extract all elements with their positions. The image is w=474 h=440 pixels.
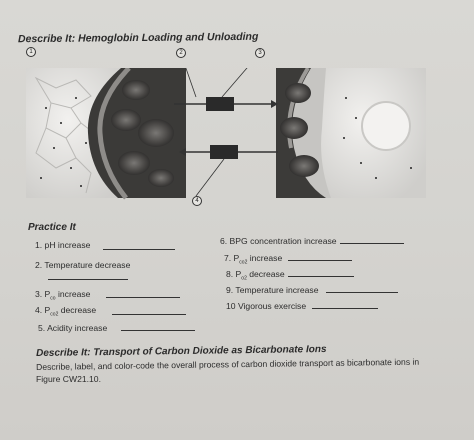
question-7: 7. $P_{co2}$ increase <box>224 253 283 266</box>
answer-line-10[interactable] <box>312 308 378 309</box>
section2-text-line2: Figure CW21.10. <box>36 374 101 384</box>
question-3: 3. $P_{co}$ increase <box>35 289 91 302</box>
marker-4: 4 <box>192 196 202 206</box>
marker-2: 2 <box>176 48 186 58</box>
marker-3: 3 <box>255 48 265 58</box>
question-6: 6. BPG concentration increase <box>220 236 337 246</box>
hemoglobin-figure <box>26 68 426 213</box>
practice-heading: Practice It <box>28 222 76 233</box>
section2-heading: Describe It: Transport of Carbon Dioxide as Bicarbonate Ions <box>36 343 327 359</box>
question-10: 10 Vigorous exercise <box>226 301 307 311</box>
question-5: 5. Acidity increase <box>38 323 108 333</box>
answer-line-2[interactable] <box>48 279 128 280</box>
answer-line-7[interactable] <box>288 260 352 261</box>
answer-line-3[interactable] <box>106 297 180 298</box>
section2-text-line1: Describe, label, and color-code the overall process of carbon dioxide transport as bicarbonate ions in <box>36 356 420 372</box>
arrows <box>174 68 278 196</box>
question-9: 9. Temperature increase <box>226 285 319 295</box>
marker-1: 1 <box>26 47 36 57</box>
page-title: Describe It: Hemoglobin Loading and Unloading <box>17 30 259 46</box>
question-1: 1. pH increase <box>35 240 91 250</box>
answer-line-6[interactable] <box>340 243 404 244</box>
question-8: 8. $P_{o2}$ decrease <box>226 269 285 282</box>
lung-panel <box>26 68 186 198</box>
answer-line-4[interactable] <box>112 314 186 315</box>
question-2: 2. Temperature decrease <box>35 260 131 270</box>
answer-line-9[interactable] <box>326 292 398 293</box>
answer-line-8[interactable] <box>288 276 354 277</box>
tissue-panel <box>276 68 426 198</box>
answer-line-5[interactable] <box>121 330 195 331</box>
answer-line-1[interactable] <box>103 249 175 250</box>
question-4: 4. $P_{co2}$ decrease <box>35 305 97 318</box>
